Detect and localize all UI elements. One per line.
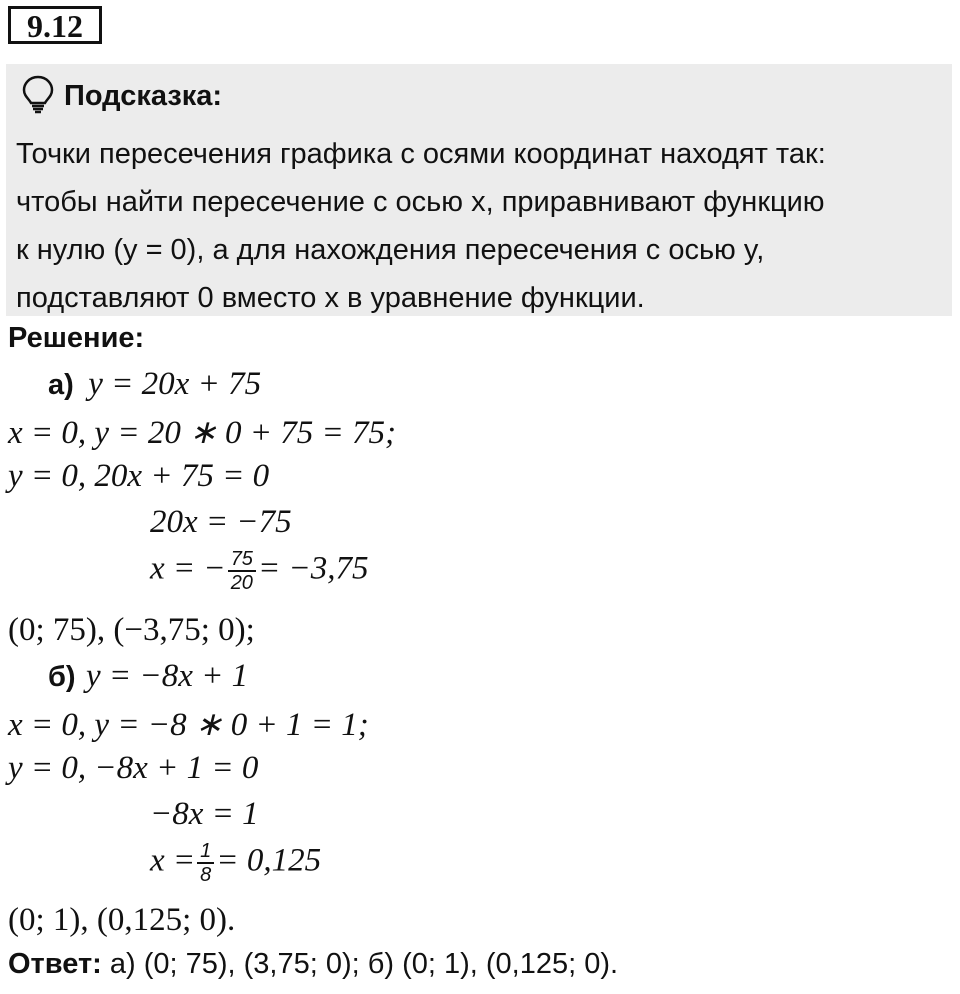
part-a-step: x = 0, y = 20 ∗ 0 + 75 = 75;: [8, 415, 397, 451]
hint-title: Подсказка:: [64, 80, 223, 112]
part-b-points: (0; 1), (0,125; 0).: [8, 902, 236, 938]
answer-label: Ответ:: [8, 948, 102, 980]
answer: [8, 948, 618, 981]
x-prefix: x = −: [150, 550, 226, 587]
fraction: [197, 840, 214, 886]
solution-heading: Решение:: [8, 322, 145, 354]
part-b-step: y = 0, −8x + 1 = 0: [8, 750, 259, 786]
answer-text: а) (0; 75), (3,75; 0); б) (0; 1), (0,125; 0).: [101, 948, 619, 980]
hint-line: Точки пересечения графика с осями координат находят так:: [16, 138, 826, 170]
lightbulb-icon: [20, 74, 56, 114]
hint-line: подставляют 0 вместо x в уравнение функции.: [16, 282, 645, 314]
part-b-step: −8x = 1: [150, 796, 259, 832]
part-a-step: y = 0, 20x + 75 = 0: [8, 458, 270, 494]
part-b-header: [48, 658, 248, 695]
numerator: 1: [197, 840, 214, 864]
x-prefix: x =: [150, 842, 196, 879]
part-a-header: [48, 366, 261, 403]
part-a-points: (0; 75), (−3,75; 0);: [8, 612, 255, 648]
hint-line: чтобы найти пересечение с осью x, приравнивают функцию: [16, 186, 825, 218]
part-b-step: x = 0, y = −8 ∗ 0 + 1 = 1;: [8, 707, 369, 743]
part-b-equation: y = −8x + 1: [86, 658, 249, 694]
part-a-label: а): [48, 369, 74, 401]
part-a-equation: y = 20x + 75: [88, 366, 262, 402]
hint-text: [16, 130, 944, 322]
denominator: 20: [230, 572, 253, 594]
x-suffix: = 0,125: [216, 842, 322, 879]
part-b-label: б): [48, 661, 76, 693]
fraction: [228, 548, 256, 594]
task-number: 9.12: [8, 6, 102, 44]
x-suffix: = −3,75: [257, 550, 369, 587]
part-b-x-result: [150, 840, 321, 886]
part-a-step: 20x = −75: [150, 504, 292, 540]
part-a-x-result: [150, 548, 368, 594]
hint-line: к нулю (y = 0), а для нахождения пересечения с осью y,: [16, 234, 765, 266]
denominator: 8: [200, 864, 212, 886]
numerator: 75: [228, 548, 256, 572]
